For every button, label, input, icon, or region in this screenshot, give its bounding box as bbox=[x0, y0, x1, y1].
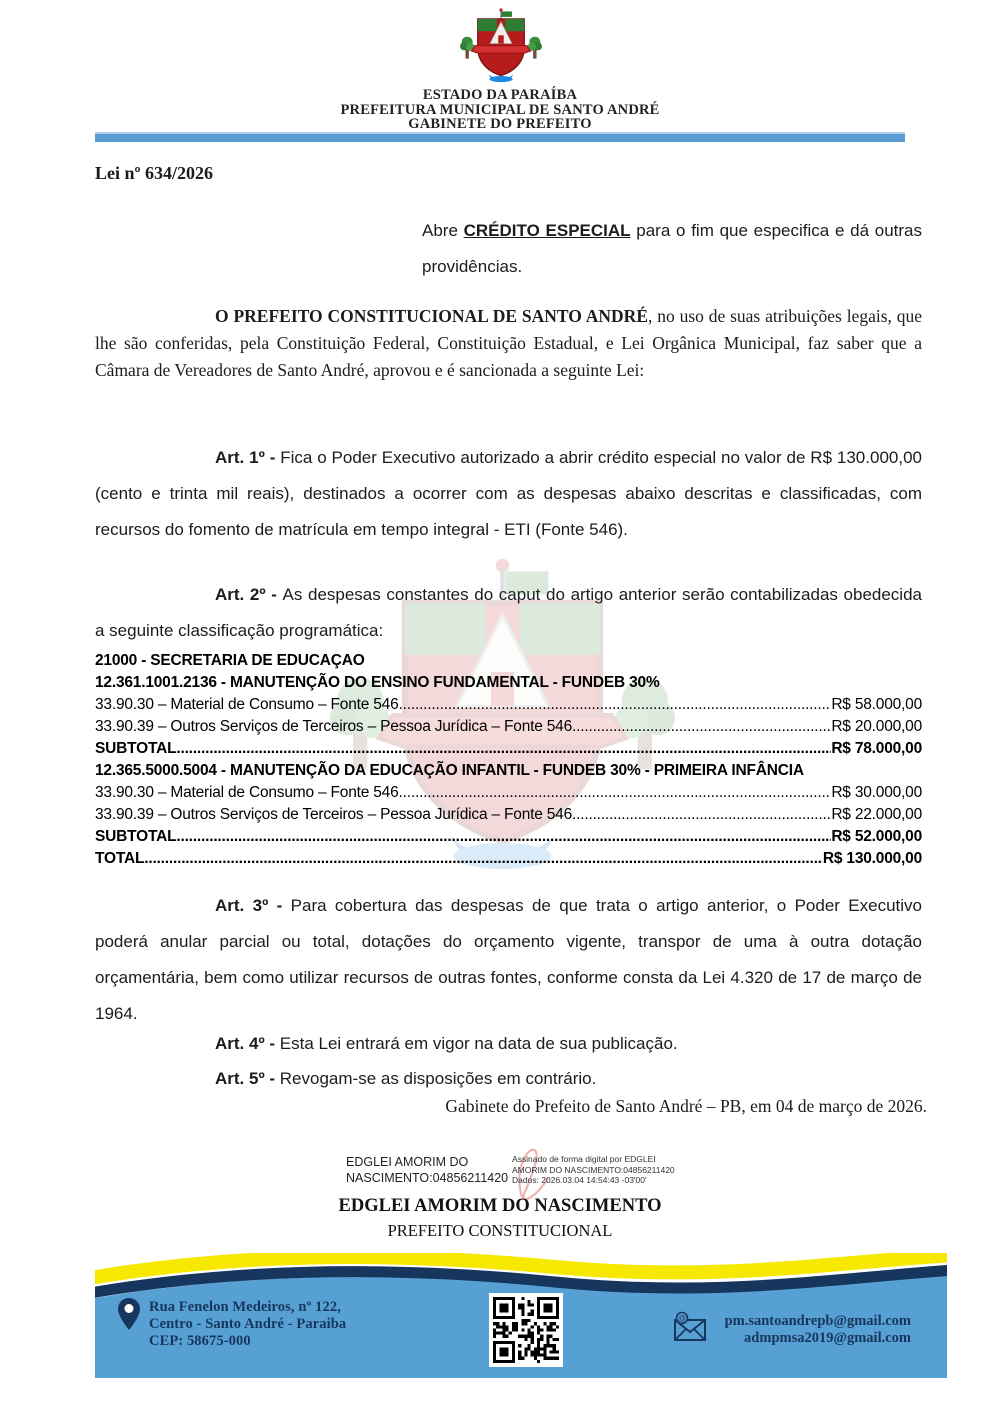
article-1-label: Art. 1º - bbox=[215, 448, 281, 467]
budget-entry-row bbox=[95, 716, 922, 738]
budget-total-row bbox=[95, 848, 922, 870]
article-3-text: Para cobertura das despesas de que trata o artigo anterior, o Poder Executivo poderá anular parcial ou total, dotações do orçamento vigente, transpor de uma à outra dotação orçamentária, bem como utilizar recursos de outras fontes, conforme consta da Lei 4.320 de 17 de março de 1964. bbox=[95, 896, 922, 1023]
santo-andre-coat-of-arms-icon bbox=[458, 8, 544, 90]
article-2 bbox=[95, 577, 922, 649]
article-4 bbox=[95, 1026, 922, 1062]
envelope-icon bbox=[672, 1311, 708, 1343]
budget-entry-label: 33.90.30 – Material de Consumo – Fonte 546 bbox=[95, 696, 399, 713]
budget-subtotal-value: R$ 78.000,00 bbox=[831, 740, 922, 757]
budget-entry-row bbox=[95, 804, 922, 826]
header-municipality-line: PREFEITURA MUNICIPAL DE SANTO ANDRÉ bbox=[340, 101, 660, 118]
budget-entry-value: R$ 20.000,00 bbox=[831, 718, 922, 735]
qr-code bbox=[489, 1293, 563, 1367]
svg-text:@: @ bbox=[677, 1314, 687, 1323]
header-state-line: ESTADO DA PARAÍBA bbox=[422, 87, 578, 103]
budget-total-value: R$ 130.000,00 bbox=[822, 850, 922, 867]
header-office-line: GABINETE DO PREFEITO bbox=[408, 116, 592, 132]
budget-subtotal-label: SUBTOTAL bbox=[95, 740, 177, 757]
dot-leader bbox=[399, 782, 832, 804]
budget-subtotal-row bbox=[95, 738, 922, 760]
budget-program-heading: 12.365.5000.5004 - MANUTENÇÃO DA EDUCAÇÃO INFANTIL - FUNDEB 30% - PRIMEIRA INFÂNCIA bbox=[95, 762, 804, 779]
preamble-text: , no uso de suas atribuições legais, que lhe são conferidas, pela Constituição Federal, Constituição Estadual, e Lei Orgânica Municipal, faz saber que a Câmara de Vereadores de Santo André, aprovou e é sancionada a seguinte Lei: bbox=[95, 306, 923, 380]
footer-address-line: CEP: 58675-000 bbox=[149, 1333, 251, 1349]
signer-title: PREFEITO CONSTITUCIONAL bbox=[387, 1221, 613, 1240]
article-5 bbox=[95, 1061, 922, 1097]
law-number: Lei nº 634/2026 bbox=[95, 163, 213, 183]
dot-leader bbox=[572, 804, 831, 826]
dot-leader bbox=[176, 738, 831, 760]
budget-entry-row bbox=[95, 782, 922, 804]
article-5-label: Art. 5º - bbox=[215, 1069, 280, 1088]
dot-leader bbox=[399, 694, 832, 716]
digital-note-line: Assinado de forma digital por EDGLEI bbox=[512, 1154, 656, 1164]
article-3-label: Art. 3º - bbox=[215, 896, 291, 915]
article-3 bbox=[95, 888, 922, 1032]
article-5-text: Revogam-se as disposições em contrário. bbox=[279, 1069, 597, 1088]
budget-entry-value: R$ 30.000,00 bbox=[831, 784, 922, 801]
budget-entry-label: 33.90.39 – Outros Serviços de Terceiros – Pessoa Jurídica – Fonte 546 bbox=[95, 806, 573, 823]
digital-signer-id: EDGLEI AMORIM DO NASCIMENTO:04856211420 bbox=[346, 1155, 509, 1185]
header-org-lines bbox=[0, 88, 1000, 132]
summary-pre: Abre bbox=[422, 221, 464, 240]
budget-subtotal-value: R$ 52.000,00 bbox=[831, 828, 922, 845]
digital-note-line: Dados: 2026.03.04 14:54:43 -03'00' bbox=[512, 1175, 647, 1185]
article-2-text: As despesas constantes do caput do artigo anterior serão contabilizadas obedecida a seguinte classificação programática: bbox=[95, 585, 922, 640]
footer-address bbox=[149, 1299, 346, 1350]
footer-banner bbox=[95, 1253, 947, 1378]
budget-entry-row bbox=[95, 694, 922, 716]
article-1 bbox=[95, 440, 922, 548]
budget-total-label: TOTAL bbox=[95, 850, 145, 867]
footer-content bbox=[95, 1253, 947, 1378]
signature-dateline: Gabinete do Prefeito de Santo André – PB, em 04 de março de 2026. bbox=[445, 1096, 927, 1116]
footer-emails bbox=[725, 1313, 911, 1347]
budget-subtotal-label: SUBTOTAL bbox=[95, 828, 177, 845]
budget-classification-block bbox=[95, 650, 922, 870]
header-divider-bar bbox=[95, 132, 905, 142]
budget-entry-label: 33.90.39 – Outros Serviços de Terceiros – Pessoa Jurídica – Fonte 546 bbox=[95, 718, 573, 735]
preamble-bold: O PREFEITO CONSTITUCIONAL DE SANTO ANDRÉ bbox=[215, 306, 648, 326]
dot-leader bbox=[176, 826, 831, 848]
footer-address-line: Rua Fenelon Medeiros, nº 122, bbox=[149, 1299, 341, 1315]
dot-leader bbox=[572, 716, 831, 738]
article-2-label: Art. 2º - bbox=[215, 585, 283, 604]
location-pin-icon bbox=[117, 1297, 141, 1331]
budget-subtotal-row bbox=[95, 826, 922, 848]
summary-highlight: CRÉDITO ESPECIAL bbox=[463, 221, 631, 240]
digital-note-line: AMORIM DO NASCIMENTO:04856211420 bbox=[512, 1164, 675, 1175]
dot-leader bbox=[144, 848, 823, 870]
footer-address-line: Centro - Santo André - Paraiba bbox=[149, 1316, 347, 1332]
footer-email-line: admpmsa2019@gmail.com bbox=[744, 1330, 911, 1346]
budget-entry-value: R$ 58.000,00 bbox=[831, 696, 922, 713]
footer-email-line: pm.santoandrepb@gmail.com bbox=[724, 1313, 911, 1329]
digital-signature-note bbox=[512, 1154, 692, 1186]
preamble-paragraph bbox=[95, 303, 922, 384]
budget-entry-label: 33.90.30 – Material de Consumo – Fonte 546 bbox=[95, 784, 399, 801]
law-summary bbox=[422, 213, 922, 285]
article-4-text: Esta Lei entrará em vigor na data de sua publicação. bbox=[279, 1034, 678, 1053]
budget-program-heading: 12.361.1001.2136 - MANUTENÇÃO DO ENSINO FUNDAMENTAL - FUNDEB 30% bbox=[95, 674, 660, 691]
summary-post: para o fim que especifica e dá outras providências. bbox=[422, 221, 922, 276]
article-1-text: Fica o Poder Executivo autorizado a abrir crédito especial no valor de R$ 130.000,00 (cento e trinta mil reais), destinados a ocorrer com as despesas abaixo descritas e classificadas, com recursos do fomento de matrícula em tempo integral - ETI (Fonte 546). bbox=[95, 448, 922, 539]
signer-name: EDGLEI AMORIM DO NASCIMENTO bbox=[338, 1196, 662, 1216]
article-4-label: Art. 4º - bbox=[215, 1034, 280, 1053]
budget-unit-heading: 21000 - SECRETARIA DE EDUCAÇAO bbox=[95, 652, 365, 669]
budget-entry-value: R$ 22.000,00 bbox=[831, 806, 922, 823]
